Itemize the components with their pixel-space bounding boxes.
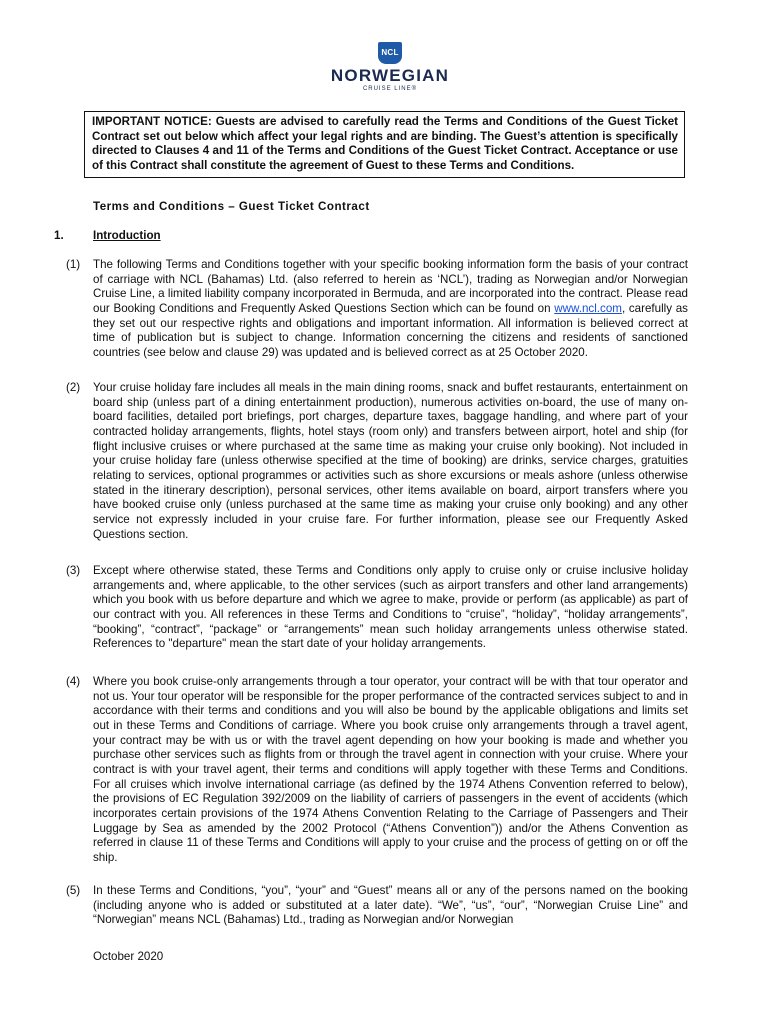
paragraph-text: In these Terms and Conditions, “you”, “your” and “Guest” means all or any of the persons named on the booking (including anyone who is added or substituted at a later date). “We”, “us”, “our”, “Norwegian Cruise Line” and “Norwegian” means NCL (Bahamas) Ltd., trading as Norwegian and/or Norwegian — [93, 884, 688, 927]
section-heading — [54, 229, 161, 242]
paragraph-number: (3) — [66, 564, 81, 577]
footer-date: October 2020 — [93, 950, 164, 963]
paragraph-text: Where you book cruise-only arrangements through a tour operator, your contract will be with that tour operator and not us. Your tour operator will be responsible for the proper performance of the contracted services subject to and in accordance with their terms and conditions and you will also be bound by the applicable obligations and limits set out in these Terms and Conditions of carriage. Where you book cruise only arrangements through a travel agent, your contract may be with us or with the travel agent depending on how your booking is made and whether you purchase other services such as flights from or through the travel agent in connection with your cruise. Where your contract is with your travel agent, their terms and conditions will apply together with these Terms and Conditions. For all cruises which involve international carriage (as defined by the 1974 Athens Convention referred to below), the provisions of EC Regulation 392/2009 on the liability of carriers of passengers in the event of accidents (which incorporates certain provisions of the 1974 Athens Convention Relating to the Carriage of Passengers and Their Luggage by Sea as amended by the 2002 Protocol (“Athens Convention”)) and/or the Athens Convention as referred in clause 11 of these Terms and Conditions will apply to your cruise and the process of getting on or off the ship. — [93, 675, 688, 864]
paragraph-number: (2) — [66, 381, 81, 394]
paragraph-text: The following Terms and Conditions together with your specific booking information form the basis of your contract of carriage with NCL (Bahamas) Ltd. (also referred to herein as ‘NCL’), trading as Norwegian and/or Norwegian Cruise Line, a limited liability company incorporated in Bermuda, and are incorporated into the contract. Please read our Booking Conditions and Frequently Asked Questions Section which can be found on www.ncl.com, carefully as they set out our respective rights and obligations and important information. All information is believed correct at time of publication but is subject to change. Information concerning the citizens and residents of sanctioned countries (see below and clause 29) was updated and is believed correct as at 25 October 2020. — [93, 258, 688, 359]
ncl-badge-icon: NCL — [378, 42, 402, 64]
section-title: Introduction — [93, 229, 161, 242]
paragraph-text: Except where otherwise stated, these Terms and Conditions only apply to cruise only or cruise inclusive holiday arrangements and, where applicable, to the other services (such as airport transfers and other land arrangements) which you book with us before departure and which we agree to make, provide or perform (as applicable) as part of our contract with you. All references in these Terms and Conditions to “cruise”, “holiday”, “holiday arrangements”, “booking”, “contract”, “package” or “arrangements” mean such holiday arrangements unless otherwise stated. References to "departure" mean the start date of your holiday arrangements. — [93, 564, 688, 651]
paragraph-4 — [54, 675, 688, 866]
paragraph-text: Your cruise holiday fare includes all meals in the main dining rooms, snack and buffet restaurants, entertainment on board ship (unless part of a dining entertainment production), numerous activities on-board, the use of many on-board facilities, detailed port briefings, port charges, departure taxes, baggage handling, and where part of your contracted holiday arrangements, flights, hotel stays (room only) and transfers between airport, hotel and ship (for flight inclusive cruises or where purchased at the same time as making your cruise only booking). Not included in your cruise holiday fare (unless otherwise specified at the time of booking) are drinks, service charges, gratuities relating to services, optional programmes or activities such as shore excursions or meals ashore (unless otherwise stated in the itinerary description), personal services, other items available on board, airport transfers where you have booked cruise only (unless purchased at the same time as making your cruise only booking) and any other service not expressly included in your cruise fare. For further information, please see our Frequently Asked Questions section. — [93, 381, 688, 541]
paragraph-3 — [54, 564, 688, 652]
paragraph-1 — [54, 258, 688, 361]
document-title: Terms and Conditions – Guest Ticket Contract — [93, 200, 370, 213]
paragraph-2 — [54, 381, 688, 542]
ncl-logo — [330, 42, 450, 102]
section-number: 1. — [54, 229, 64, 242]
paragraph-number: (4) — [66, 675, 81, 688]
ncl-website-link[interactable]: www.ncl.com — [554, 301, 622, 315]
paragraph-5 — [54, 884, 688, 928]
important-notice: IMPORTANT NOTICE: Guests are advised to carefully read the Terms and Conditions of the Guest Ticket Contract set out below which affect your legal rights and are binding. The Guest’s attention is specifically directed to Clauses 4 and 11 of the Terms and Conditions of the Guest Ticket Contract. Acceptance or use of this Contract shall constitute the agreement of Guest to these Terms and Conditions. — [84, 111, 685, 178]
logo-subtitle: CRUISE LINE® — [362, 86, 418, 92]
paragraph-number: (1) — [66, 258, 81, 271]
paragraph-number: (5) — [66, 884, 81, 897]
logo-name: NORWEGIAN — [330, 66, 450, 85]
